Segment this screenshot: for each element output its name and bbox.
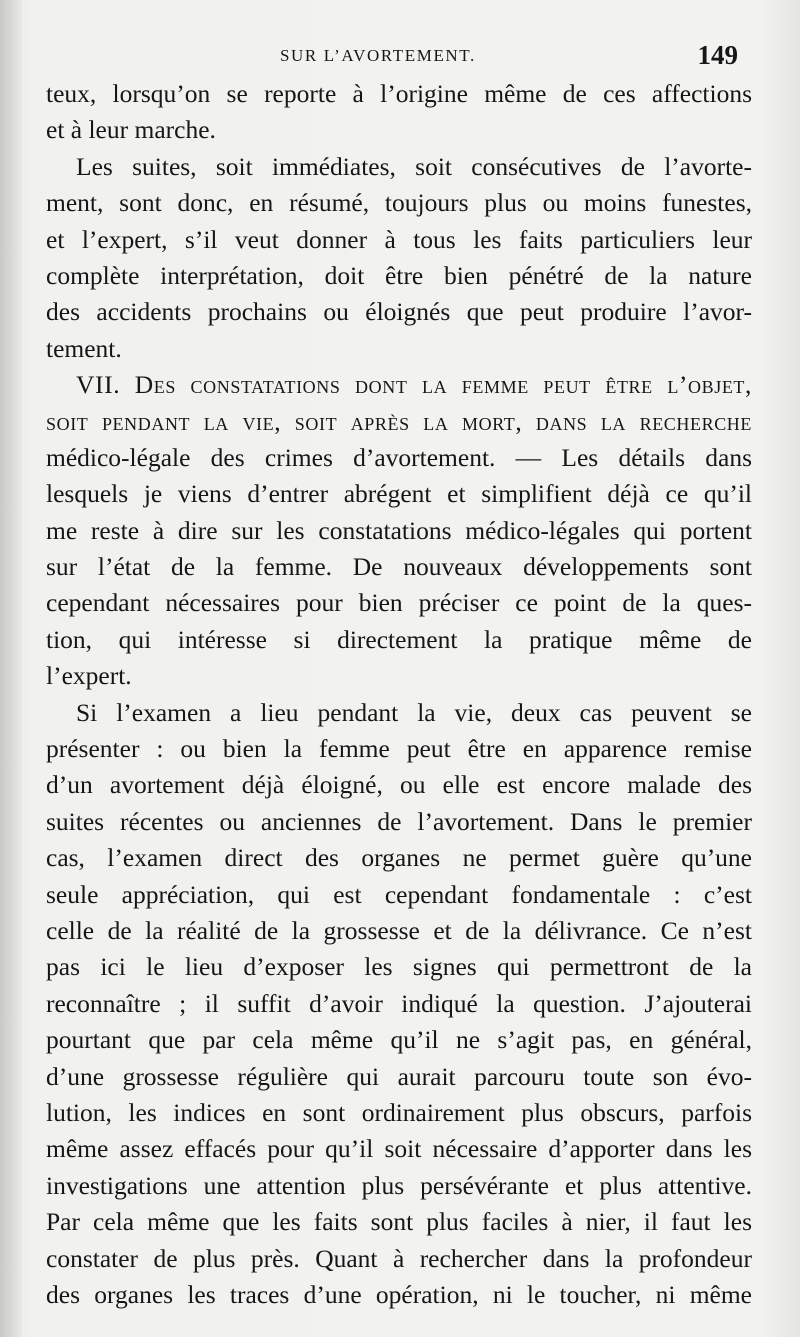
binding-gutter [0,0,22,1337]
text-line: et à leur marche. [46,115,216,145]
text-line: pourtant que par cela même qu’il ne s’agit pas, en général, [46,1025,752,1055]
text-line: des accidents prochains ou éloignés que peut produire l’avor- [46,297,752,327]
page-header [280,40,738,76]
text-line: constater de plus près. Quant à rechercher dans la profondeur [46,1243,752,1273]
text-line: me reste à dire sur les constatations médico-légales qui portent [46,515,752,545]
text-line: sur l’état de la femme. De nouveaux développements sont [46,552,752,582]
text-line: des organes les traces d’une opération, ni le toucher, ni même [46,1279,752,1309]
body-text [46,76,752,1313]
text-line: celle de la réalité de la grossesse et de la délivrance. Ce n’est [46,915,752,945]
text-line: tement. [46,333,122,363]
section-heading-line: VII. Des constatations dont la femme peut être l’objet, [76,370,752,400]
section-heading-line: médico-légale des crimes d’avortement. — Les détails dans [46,442,752,472]
text-line: cas, l’examen direct des organes ne permet guère qu’une [46,843,752,873]
page-number: 149 [697,40,738,70]
text-line: lesquels je viens d’entrer abrégent et simplifient déjà ce qu’il [46,479,752,509]
text-line: ment, sont donc, en résumé, toujours plus ou moins funestes, [46,188,752,218]
text-line: lution, les indices en sont ordinairement plus obscurs, parfois [46,1097,752,1127]
running-head: SUR L’AVORTEMENT. [280,46,476,65]
text-line: pas ici le lieu d’exposer les signes qui permettront de la [46,952,752,982]
text-line: Si l’examen a lieu pendant la vie, deux cas peuvent se [76,697,752,727]
text-line: investigations une attention plus persévérante et plus attentive. [46,1170,752,1200]
text-line: suites récentes ou anciennes de l’avortement. Dans le premier [46,806,752,836]
text-line: seule appréciation, qui est cependant fondamentale : c’est [46,879,752,909]
text-line: même assez effacés pour qu’il soit nécessaire d’apporter dans les [46,1134,752,1164]
text-line: l’expert. [46,661,132,691]
text-line: cependant nécessaires pour bien préciser ce point de la ques- [46,588,752,618]
text-line: reconnaître ; il suffit d’avoir indiqué la question. J’ajouterai [46,988,752,1018]
text-line: d’une grossesse régulière qui aurait parcouru toute son évo- [46,1061,752,1091]
section-heading-line: soit pendant la vie, soit après la mort, dans la recherche [46,406,752,436]
text-line: Les suites, soit immédiates, soit consécutives de l’avorte- [76,151,752,181]
text-line: présenter : ou bien la femme peut être en apparence remise [46,734,752,764]
text-line: d’un avortement déjà éloigné, ou elle est encore malade des [46,770,752,800]
text-line: Par cela même que les faits sont plus faciles à nier, il faut les [46,1207,752,1237]
text-line: teux, lorsqu’on se reporte à l’origine même de ces affections [46,79,752,108]
text-line: et l’expert, s’il veut donner à tous les faits particuliers leur [46,224,752,254]
text-line: tion, qui intéresse si directement la pratique même de [46,624,752,654]
text-line: complète interprétation, doit être bien pénétré de la nature [46,260,752,290]
